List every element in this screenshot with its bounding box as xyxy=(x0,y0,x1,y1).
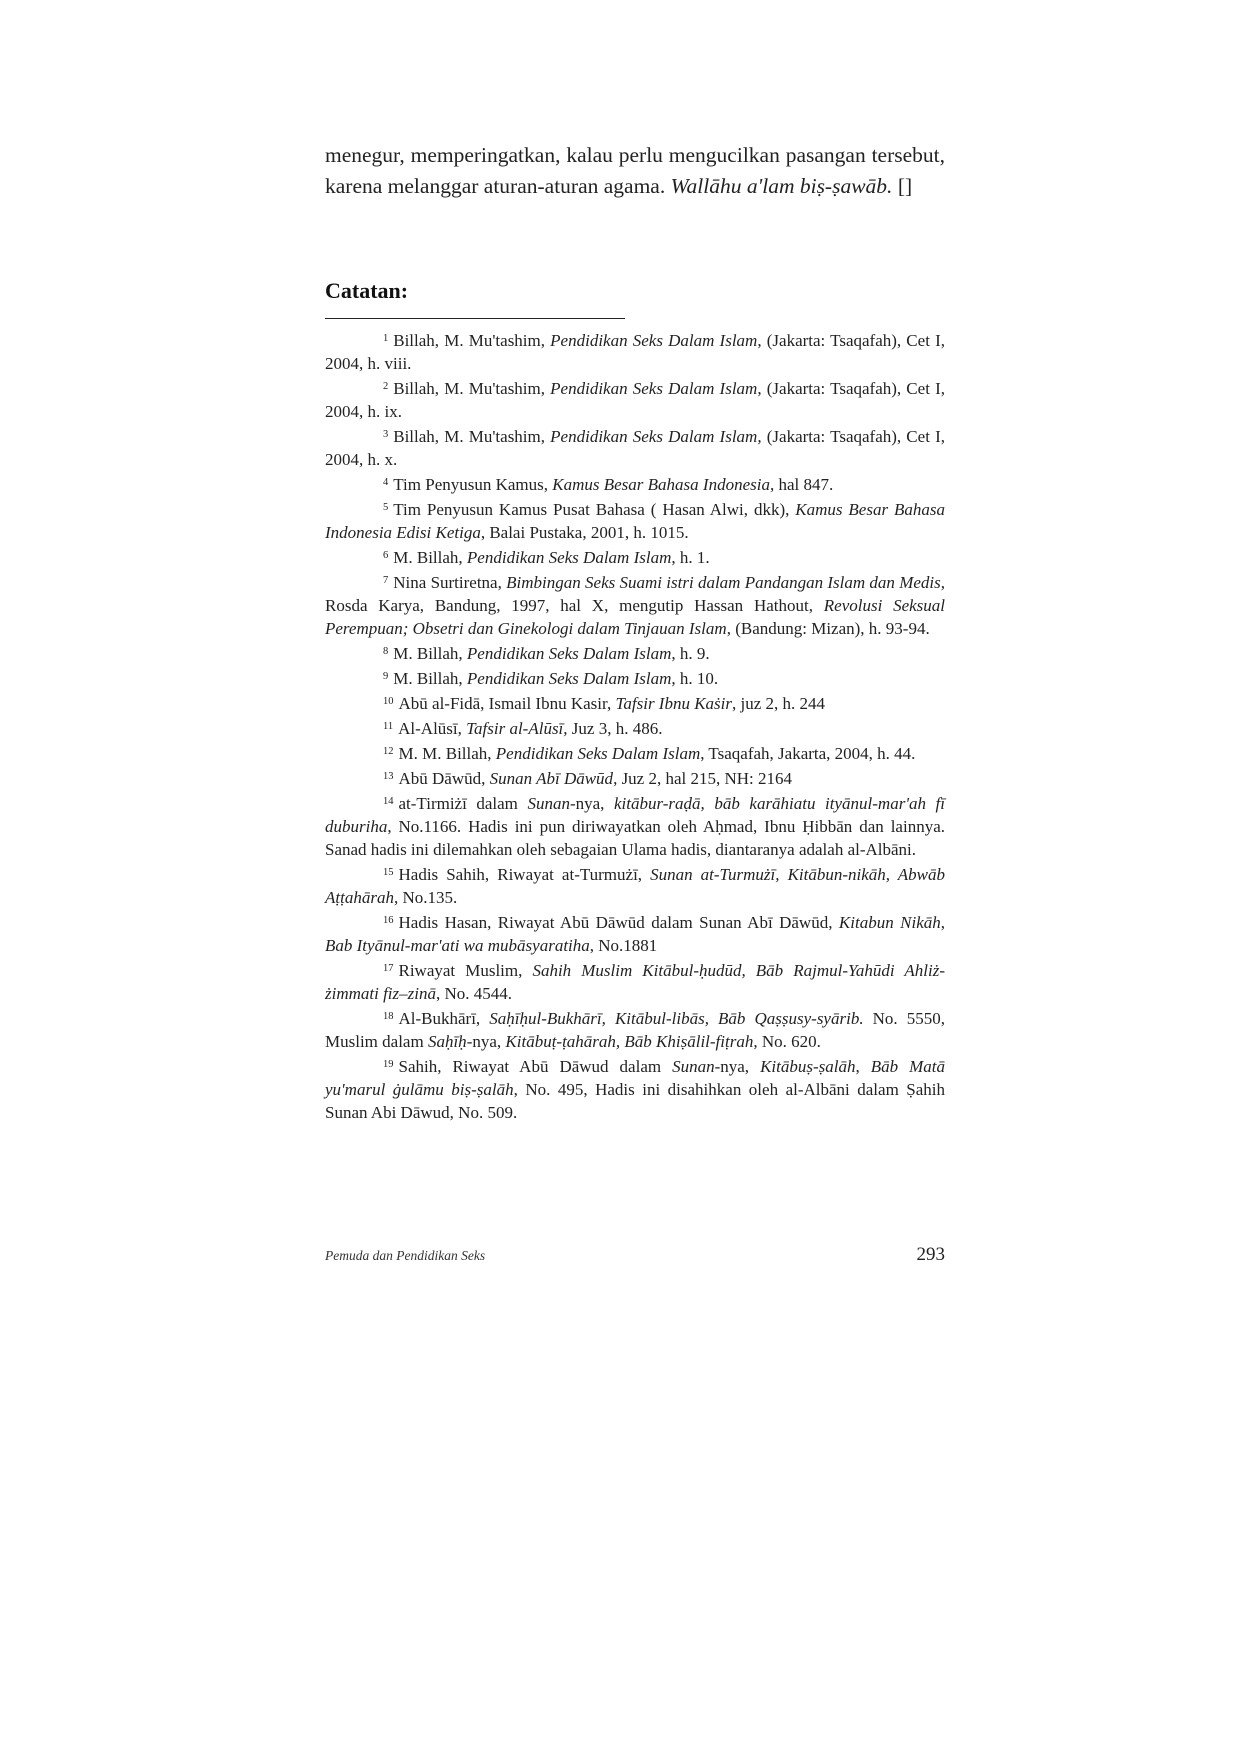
footnote-text: M. M. Billah, xyxy=(398,744,496,763)
footnote-italic-text: Kitābuṭ-ṭahārah, Bāb Khiṣālil-fiṭrah, xyxy=(505,1032,758,1051)
footnote-9 xyxy=(325,665,945,690)
footnote-number: 3 xyxy=(383,429,389,440)
footnote-8 xyxy=(325,640,945,665)
paragraph-italic-text: Wallāhu a'lam biṣ-ṣawāb. xyxy=(670,174,893,198)
footnote-italic-text: Sunan at-Turmużī, Kitābun-nikāh, Abwāb Aṭṭahārah, xyxy=(325,865,945,907)
footnote-italic-text: Kitābuṣ-ṣalāh xyxy=(760,1057,856,1076)
footnote-text: Riwayat Muslim, xyxy=(398,961,533,980)
footnote-number: 12 xyxy=(383,746,394,757)
footnote-text: Tim Penyusun Kamus, xyxy=(393,475,553,494)
footnote-text: No. 5550, Muslim dalam xyxy=(325,1009,946,1051)
footnote-italic-text: Sunan Abī Dāwūd xyxy=(489,769,614,788)
footnote-10 xyxy=(325,690,945,715)
footnote-text: , Tsaqafah, Jakarta, 2004, h. 44. xyxy=(700,744,916,763)
footnote-text: Billah, M. Mu'tashim, xyxy=(393,331,551,350)
footnote-text: , xyxy=(855,1057,871,1076)
footnote-text: Juz 3, h. 486. xyxy=(567,719,663,738)
footnote-number: 5 xyxy=(383,502,389,513)
page-footer xyxy=(325,1244,945,1266)
footnote-text: Billah, M. Mu'tashim, xyxy=(393,427,551,446)
footnote-italic-text: Sahih Muslim Kitābul-ḥudūd, Bāb Rajmul-Yahūdi Ahliż-żimmati fiz–zinā xyxy=(325,961,946,1003)
footnote-italic-text: Tafsir Ibnu Kaṡir xyxy=(615,694,733,713)
footnote-text: M. Billah, xyxy=(393,548,467,567)
footnote-text: -nya, xyxy=(569,794,614,813)
footnote-divider xyxy=(325,318,625,319)
footnote-italic-text: Tafsir al-Alūsī, xyxy=(466,719,568,738)
footnote-text: Al-Bukhārī, xyxy=(398,1009,490,1028)
footnote-number: 1 xyxy=(383,333,389,344)
footnote-number: 13 xyxy=(383,771,394,782)
footnote-text: , Balai Pustaka, 2001, h. 1015. xyxy=(480,523,689,542)
footnote-number: 11 xyxy=(383,721,394,732)
footnote-number: 2 xyxy=(383,381,389,392)
footnote-italic-text: Pendidikan Seks Dalam Islam xyxy=(466,548,672,567)
footnote-text: Nina Surtiretna, xyxy=(393,573,507,592)
footnote-13 xyxy=(325,765,945,790)
footnote-number: 16 xyxy=(383,915,394,926)
footnote-text: No. 620. xyxy=(757,1032,821,1051)
footnote-italic-text: Kamus Besar Bahasa Indonesia Edisi Ketiga xyxy=(325,500,945,542)
footnote-italic-text: kitābur-raḍā, bāb karāhiatu ityānul-mar'ah fī duburiha xyxy=(325,794,945,836)
footnote-1 xyxy=(325,327,945,375)
footnote-number: 18 xyxy=(383,1011,394,1022)
footnote-text: , Rosda Karya, Bandung, 1997, hal X, mengutip Hassan Hathout, xyxy=(325,573,945,615)
footnote-text: Hadis Sahih, Riwayat at-Turmużī, xyxy=(398,865,651,884)
footnote-text: Al-Alūsī, xyxy=(398,719,467,738)
footnote-italic-text: Sunan xyxy=(527,794,570,813)
footnote-15 xyxy=(325,861,945,909)
footnote-number: 8 xyxy=(383,646,389,657)
footnote-text: Hadis Hasan, Riwayat Abū Dāwūd dalam Sunan Abī Dāwūd, xyxy=(398,913,839,932)
page-number: 293 xyxy=(916,1244,945,1265)
footnote-text: M. Billah, xyxy=(393,644,467,663)
footnote-text: , juz 2, h. 244 xyxy=(732,694,826,713)
footnote-text: Abū al-Fidā, Ismail Ibnu Kasir, xyxy=(398,694,616,713)
footnote-italic-text: Sunan xyxy=(672,1057,715,1076)
footnote-16 xyxy=(325,909,945,957)
footnote-19 xyxy=(325,1053,945,1124)
footnote-number: 9 xyxy=(383,671,389,682)
footnote-italic-text: Bāb Matā yu'marul ġulāmu biṣ-ṣalāh xyxy=(325,1057,945,1099)
footnote-text: Billah, M. Mu'tashim, xyxy=(393,379,551,398)
paragraph-end-mark: [] xyxy=(892,174,913,198)
footnote-text: , No.1166. Hadis ini pun diriwayatkan oleh Aḥmad, Ibnu Ḥibbān dan lainnya. Sanad hadis ini dilemahkan oleh sebagaian Ulama hadis, diantaranya adalah al-Albāni. xyxy=(325,817,945,859)
footnote-text: M. Billah, xyxy=(393,669,467,688)
footnote-text: at-Tirmiżī dalam xyxy=(398,794,528,813)
footnote-12 xyxy=(325,740,945,765)
footnote-italic-text: Pendidikan Seks Dalam Islam xyxy=(466,644,672,663)
footnote-17 xyxy=(325,957,945,1005)
footnote-text: (Jakarta: Tsaqafah), Cet I, 2004, h. x. xyxy=(325,427,945,469)
footnote-text: , xyxy=(940,913,945,932)
footnote-list xyxy=(325,327,945,1124)
footnote-text: -nya, xyxy=(466,1032,506,1051)
footnote-text: -nya, xyxy=(714,1057,761,1076)
notes-heading: Catatan: xyxy=(325,278,409,303)
footnote-italic-text: Revolusi Seksual Perempuan; Obsetri dan Ginekologi dalam Tinjauan Islam xyxy=(325,596,946,638)
footnote-text: Abū Dāwūd, xyxy=(398,769,490,788)
footnote-text: , No.1881 xyxy=(589,936,658,955)
footnote-2 xyxy=(325,375,945,423)
paragraph-text: menegur, memperingatkan, kalau perlu mengucilkan pasangan tersebut, karena melanggar aturan-aturan agama. xyxy=(325,143,945,198)
footnote-text: , h. 1. xyxy=(671,548,710,567)
footnote-text: , (Jakarta: Tsaqafah), Cet I, 2004, h. viii. xyxy=(325,331,945,373)
footnote-italic-text: Pendidikan Seks Dalam Islam xyxy=(495,744,701,763)
footnote-text: Tim Penyusun Kamus Pusat Bahasa ( Hasan Alwi, dkk), xyxy=(393,500,796,519)
footnote-italic-text: Kamus Besar Bahasa Indonesia xyxy=(552,475,770,494)
footnote-text: , h. 10. xyxy=(671,669,719,688)
footnote-italic-text: Pendidikan Seks Dalam Islam xyxy=(550,379,758,398)
footnote-11 xyxy=(325,715,945,740)
footnote-italic-text: Kitabun Nikāh xyxy=(838,913,941,932)
footnote-18 xyxy=(325,1005,945,1053)
footnote-text: , No. 495, Hadis ini disahihkan oleh al-Albāni dalam Ṣahih Sunan Abi Dāwud, No. 509. xyxy=(325,1080,945,1122)
footnote-3 xyxy=(325,423,945,471)
footnote-6 xyxy=(325,544,945,569)
footnote-5 xyxy=(325,496,945,544)
footnote-number: 14 xyxy=(383,796,394,807)
closing-paragraph xyxy=(325,140,945,202)
footnote-number: 17 xyxy=(383,963,394,974)
footnote-number: 4 xyxy=(383,477,389,488)
footnote-italic-text: Bab Ityānul-mar'ati wa mubāsyaratiha xyxy=(325,936,590,955)
footnote-italic-text: Saḥīḥul-Bukhārī, Kitābul-libās, Bāb Qaṣṣusy-syārib. xyxy=(489,1009,864,1028)
footnote-italic-text: Bimbingan Seks Suami istri dalam Pandangan Islam dan Medis xyxy=(506,573,941,592)
footnote-italic-text: Pendidikan Seks Dalam Islam, xyxy=(550,427,762,446)
footnote-text: No.135. xyxy=(398,888,458,907)
running-footer-title: Pemuda dan Pendidikan Seks xyxy=(325,1248,486,1263)
footnote-number: 6 xyxy=(383,550,389,561)
footnote-text: , Juz 2, hal 215, NH: 2164 xyxy=(613,769,793,788)
footnote-number: 7 xyxy=(383,575,389,586)
footnote-text: Sahih, Riwayat Abū Dāwud dalam xyxy=(398,1057,673,1076)
footnote-text: , (Bandung: Mizan), h. 93-94. xyxy=(726,619,930,638)
footnote-text: , hal 847. xyxy=(769,475,834,494)
footnote-number: 15 xyxy=(383,867,394,878)
footnote-italic-text: Saḥīḥ xyxy=(427,1032,467,1051)
footnote-number: 19 xyxy=(383,1059,394,1070)
footnote-text: , No. 4544. xyxy=(436,984,513,1003)
footnote-italic-text: Pendidikan Seks Dalam Islam xyxy=(466,669,672,688)
footnote-14 xyxy=(325,790,945,861)
page-content xyxy=(325,140,945,1124)
footnote-text: , h. 9. xyxy=(671,644,710,663)
footnote-italic-text: Pendidikan Seks Dalam Islam xyxy=(550,331,758,350)
footnote-number: 10 xyxy=(383,696,394,707)
footnote-7 xyxy=(325,569,945,640)
footnote-text: , (Jakarta: Tsaqafah), Cet I, 2004, h. ix. xyxy=(325,379,945,421)
footnote-4 xyxy=(325,471,945,496)
